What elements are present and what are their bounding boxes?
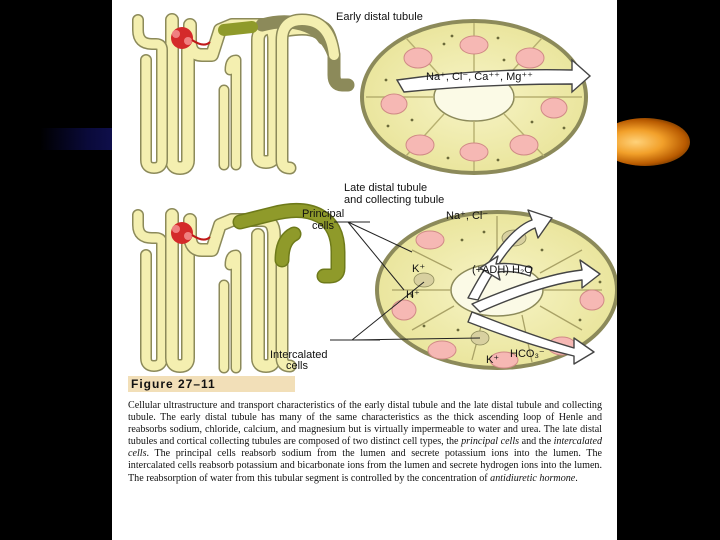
nephron-upper [138, 20, 348, 168]
label-intercalated-2: cells [286, 360, 309, 372]
label-adh-water: (+ADH) H₂O [472, 264, 533, 276]
figure-caption [128, 400, 602, 485]
caption-principal-cells: principal cells [461, 436, 520, 448]
caption-text-2: and the [519, 436, 554, 448]
label-late-distal-2: and collecting tubule [344, 194, 445, 206]
label-hco3: HCO₃⁻ [510, 348, 545, 360]
label-early-distal: Early distal tubule [336, 11, 423, 23]
label-early-ions: Na⁺, Cl⁻, Ca⁺⁺, Mg⁺⁺ [426, 71, 533, 83]
label-principal-1: Principal [302, 208, 345, 220]
label-h-secreted: H⁺ [406, 289, 420, 301]
nephron-lower [138, 210, 338, 368]
cross-section-upper [360, 19, 588, 175]
caption-text-3: . The principal cells reabsorb sodium from the lumen and secrete potassium ions into the lumen. The intercalated cells reabsorb potassium and bicarbonate ions from the lumen and secrete hydrogen ions into the lumen. The reabsorption of water from this tubular segment is controlled by the concentration of [128, 448, 602, 484]
label-intercalated-1: Intercalated [270, 349, 328, 361]
caption-text-4: . [575, 472, 578, 484]
caption-antidiuretic-hormone: antidiuretic hormone [490, 472, 576, 484]
background-glow-left [40, 128, 120, 150]
caption-text-1: Cellular ultrastructure and transport characteristics of the early distal tubule and the late distal tubule and collecting tubule. The early distal tubule has many of the same characteristics as the thick ascending loop of Henle and reabsorbs sodium, chloride, calcium, and magnesium but is virtually impermeable to water and urea. The late distal tubules and cortical collecting tubules are composed of two distinct cell types, the [128, 400, 602, 448]
label-principal-2: cells [312, 220, 335, 232]
label-na-cl: Na⁺, Cl⁻ [446, 210, 489, 222]
caption-intercalated-cells: intercalated cells [128, 436, 603, 460]
early-distal-segment [224, 27, 252, 30]
label-k-secreted: K⁺ [412, 263, 426, 275]
figure-title: Figure 27–11 [128, 376, 295, 392]
label-late-distal-1: Late distal tubule [344, 182, 428, 194]
label-k-reabsorbed: K⁺ [486, 354, 500, 366]
figure-page [112, 0, 617, 540]
nephron-diagram [112, 0, 617, 375]
